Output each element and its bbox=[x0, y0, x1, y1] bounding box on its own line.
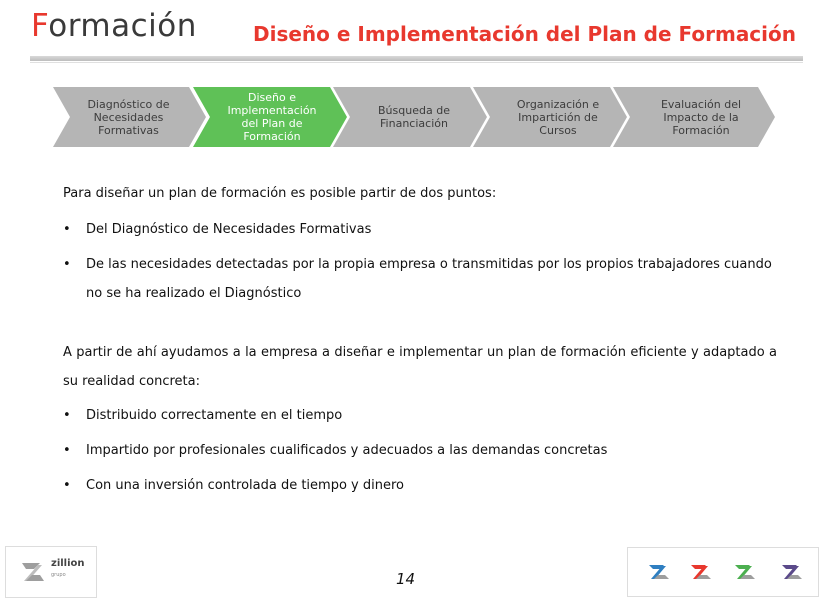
step-diseno: Diseño e Implementación del Plan de Formación bbox=[227, 91, 317, 143]
brand-icon-red bbox=[690, 563, 712, 581]
body-paragraph: A partir de ahí ayudamos a la empresa a diseñar e implementar un plan de formación eficiente y adaptado a su realidad concreta: bbox=[63, 345, 777, 389]
step-imparticion: Organización e Impartición de Cursos bbox=[516, 97, 600, 137]
logo-subtext: grupo bbox=[51, 572, 66, 578]
brand-icon-purple bbox=[781, 563, 803, 581]
step-financiacion: Búsqueda de Financiación bbox=[378, 104, 450, 130]
company-logo bbox=[5, 546, 97, 598]
page-title-rest: ormación bbox=[48, 8, 197, 44]
step-evaluacion: Evaluación del Impacto de la Formación bbox=[660, 97, 742, 137]
zillion-logo-icon bbox=[20, 559, 46, 585]
step-diagnostico: Diagnóstico de Necesidades Formativas bbox=[87, 97, 170, 137]
page-subtitle: Diseño e Implementación del Plan de Formación bbox=[253, 22, 796, 46]
logo-text: zillion bbox=[51, 558, 85, 569]
intro-text: Para diseñar un plan de formación es posible partir de dos puntos: bbox=[63, 186, 497, 201]
brand-icon-blue bbox=[648, 563, 670, 581]
brand-icons-strip bbox=[627, 547, 819, 597]
brand-icon-green bbox=[734, 563, 756, 581]
page-title-first-letter: F bbox=[31, 8, 49, 44]
page-number: 14 bbox=[396, 570, 416, 588]
